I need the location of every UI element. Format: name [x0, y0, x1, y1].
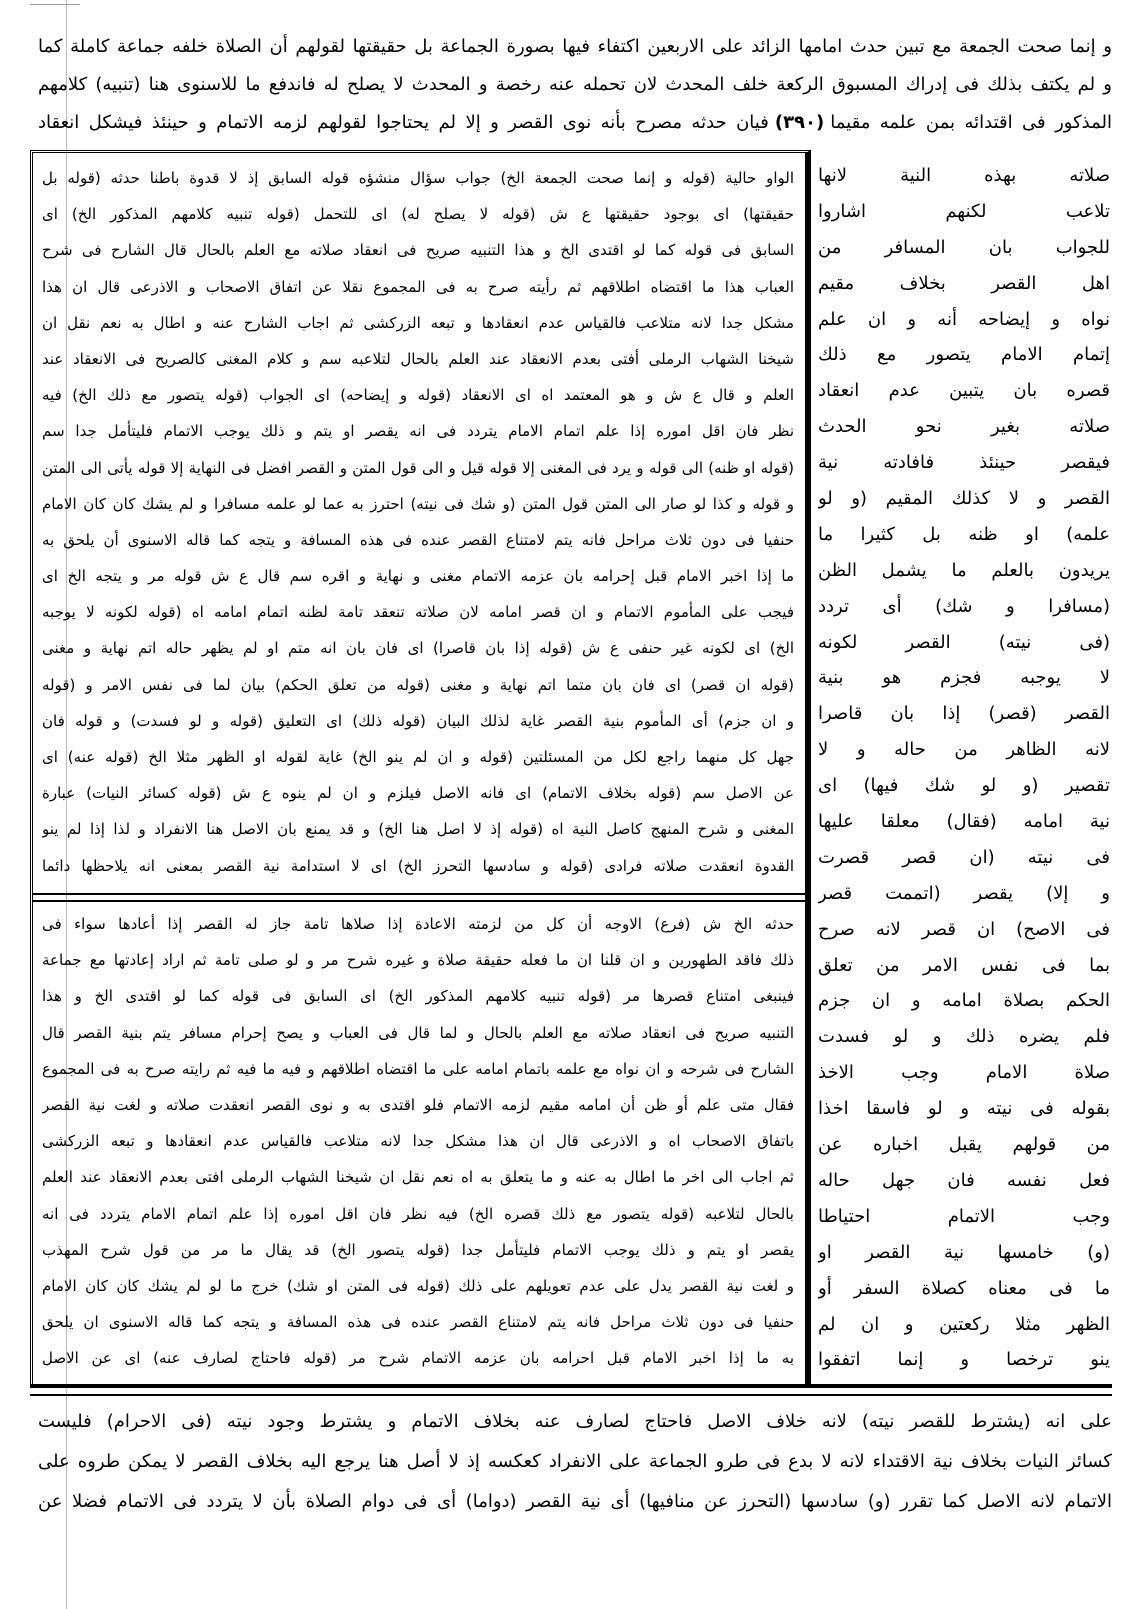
- text-line: ثم اجاب الى اخر ما اطال به عنه و ما يتعلق به اه نعم نقل ان شيخنا الشهاب الرملى افتى بعدم الانعقاد عند العلم: [42, 1168, 794, 1187]
- upper-commentary: [42, 160, 794, 884]
- text-line: المغنى و شرح المنهج كاصل النية اه (قوله إذ لا اصل هنا الخ) و قد يمنع بان الاصل هنا الانفراد و لذا إذا لم ينو: [42, 820, 794, 839]
- text-line: (و) خامسها نية القصر او: [818, 1241, 1110, 1263]
- side-column-text: [818, 158, 1110, 1378]
- text-line: وجب الاتمام احتياطا: [818, 1205, 1110, 1227]
- text-line: لا يوجبه فجزم هو بنية: [818, 667, 1110, 689]
- text-line: ذلك فاقد الطهورين و ان قلنا ان ما فعله حقيقة صلاة و غيره شرح مر و لو صلى تامة ثم اراد إعادتها مع جماعة: [42, 951, 794, 970]
- text-line: الحكم بصلاة امامه و ان جزم: [818, 990, 1110, 1012]
- text-line: فيقصر حينئذ فافادته نية: [818, 452, 1110, 474]
- text-line: (فى نيته) القصر لكونه: [818, 631, 1110, 653]
- text-line: الاتمام لانه الاصل كما تقرر (و) سادسها (التحرز عن منافيها) أى نية القصر (دواما) أى فى دوام الصلاة بأن لا يتردد فى الاتمام فضلا عن: [38, 1491, 1112, 1512]
- text-line: حدثه الخ ش (فرع) الاوجه أن كل من لزمته الاعادة إذا صلاها تامة جاز له القصر إذا أعادها سواء فى: [42, 915, 794, 933]
- text-line: قصره بان يتبين عدم انعقاد: [818, 380, 1110, 402]
- text-line: (قوله او ظنه) الى قوله و يرد فى المغنى إلا قوله قيل و الى قول المتن و القصر افضل فى النهاية إلا قوله يأتى الى المتن: [42, 458, 794, 477]
- text-line: القصر و لا كذلك المقيم (و لو: [818, 488, 1110, 510]
- text-line: التنبيه صريح فى انعقاد صلاته مع العلم بالحال و لما قال فى العباب و يصح إحرام مسافر يتم بنية القصر قال: [42, 1023, 794, 1042]
- text-line: العباب هذا ما اقتضاه اطلاقهم ثم رأيته صرح به فى المجموع نقلا عن اتفاق الاصحاب و الاذرعى قال ان هذا: [42, 277, 794, 296]
- lower-commentary: [42, 906, 794, 1376]
- text-line: تقصير (و لو شك فيها) اى: [818, 775, 1110, 797]
- text-line: القدوة انعقدت صلاته فرادى (قوله و سادسها التحرز الخ) اى لا استدامة نية القصر بمعنى انه يلاحظها دائما: [42, 856, 794, 875]
- text-line: لانه الظاهر من حاله و لا: [818, 739, 1110, 761]
- text-line: علمه) او ظنه بل كثيرا ما: [818, 523, 1110, 545]
- text-line: و إلا) يقصر (اتممت قصر: [818, 882, 1110, 904]
- text-line: صلاة الامام وجب الاخذ: [818, 1062, 1110, 1084]
- text-line: على انه (يشترط للقصر نيته) لانه خلاف الاصل فاحتاج لصارف عنه بخلاف الاتمام و يشترط وجود نيته (فى الاحرام) فليست: [38, 1411, 1112, 1432]
- text-line: اهل القصر بخلاف مقيم: [818, 272, 1110, 294]
- bottom-rule: [30, 1384, 1112, 1396]
- text-line: به ما إذا اخبر الامام قبل احرامه بان عزمه الاتمام شرح مر (قوله فاحتاج لصارف عنه) اى عن الاصل: [42, 1349, 794, 1368]
- text-line: كسائر النيات بخلاف نية الاقتداء لانه لا بدع فى طرو الجماعة على الانفراد كعكسه إذ لا أصل هنا يرجع اليه بخلاف القصر لا يمكن طروه على: [38, 1451, 1112, 1472]
- text-line: إتمام الامام يتصور مع ذلك: [818, 344, 1110, 366]
- text-line: يقصر او يتم و ذلك يوجب الاتمام فليتأمل جدا (قوله يتصور الخ) قد يقال ما مر من قول شرح المهذب: [42, 1240, 794, 1259]
- text-line: الواو حالية (قوله و إنما صحت الجمعة الخ) جواب سؤال منشؤه قوله السابق إذ لا قدوة باطنا حدثه (قوله بل: [42, 169, 794, 187]
- text-line: حقيقتها) اى بوجود حقيقتها ع ش (قوله لا يصلح له) اى للتحمل (قوله تنبيه كلامهم المذكور الخ) اى: [42, 205, 794, 224]
- text-line-with-page-number: [38, 104, 1112, 142]
- text-line: فى نيته (ان قصر قصرت: [818, 846, 1110, 868]
- scan-corner-mark: [30, 4, 80, 5]
- text-line: و لم يكتف بذلك فى إدراك المسبوق الركعة خلف المحدث لان تحمله عنه رخصة و المحدث لا يصلح له فاندفع ما للاسنوى هنا (تنبيه) كلامهم: [38, 74, 1112, 95]
- text-line: السابق فى قوله كما لو اقتدى الخ و هذا التنبيه صريح فى انعقاد صلاته مع العلم بالحال قال الشارح فى شرح: [42, 241, 794, 260]
- text-line: الشارح فى شرحه و ان نواه مع علمه باتمام امامه على ما اقتضاه اطلاقهم و فيه ما فيه ثم رايته صرح به فى المجموع: [42, 1059, 794, 1078]
- text-line: بالحال لتلاعبه (قوله يتصور مع ذلك قصره الخ) فيه نظر فان اقل اموره إذا علم اتمام الامام يتردد فى انه: [42, 1204, 794, 1223]
- text-line: مشكل جدا لانه متلاعب فالقياس عدم انعقادها و تبعه الزركشى ثم اجاب الشارح عنه و اطال به نعم نقل ان: [42, 313, 794, 332]
- text-line: صلاته بهذه النية لانها: [818, 165, 1110, 186]
- text-line: للجواب بان المسافر من: [818, 236, 1110, 258]
- text-line: من قولهم يقبل اخباره عن: [818, 1134, 1110, 1156]
- text-line: جهل كل منهما راجع لكل من المسئلتين (قوله و ان لم ينو الخ) غاية لقوله او الظهر مثلا الخ (قوله عنه) اى: [42, 748, 794, 766]
- text-segment: المذكور فى اقتدائه بمن علمه مقيما: [830, 112, 1112, 133]
- text-line: (مسافرا و شك) أى تردد: [818, 595, 1110, 617]
- text-line: و قوله و كذا لو صار الى المتن قول المتن (و شك فى نيته) احترز به عما لو علمه مسافرا و لم يشك كان كان الامام: [42, 494, 794, 513]
- text-segment: فيان حدثه مصرح بأنه نوى القصر و إلا لم يحتاجوا لقولهم لزمه الاتمام و حينئذ فيشكل انعقاد: [38, 112, 769, 133]
- text-line: فلم يضره ذلك و لو فسدت: [818, 1026, 1110, 1048]
- text-line: ما إذا اخبر الامام قبل إحرامه بان عزمه الاتمام مغنى و نهاية و اقره سم قال ع ش قوله مر و يتجه الخ اى: [42, 567, 794, 586]
- text-line: فيجب على المأموم الاتمام و ان قصر امامه لان صلاته تنعقد تامة لظنه اتمام امامه اه (قوله لكونه لا يوجبه: [42, 603, 794, 622]
- text-line: حنفيا فى دون ثلاث مراحل فانه يتم لامتناع القصر عنده فى هذه المسافة و يتجه كما قاله الاسنوى أن يلحق به: [42, 530, 794, 549]
- main-text-header: [38, 28, 1112, 142]
- text-line: الخ) اى لكونه غير حنفى ع ش (قوله إذا بان قاصرا) اى فان بان انه متم او لم يظهر حاله اتم نهاية و مغنى: [42, 639, 794, 658]
- text-line: ما فى معناه كصلاة السفر أو: [818, 1277, 1110, 1299]
- text-line: تلاعب لكنهم اشاروا: [818, 200, 1110, 222]
- text-line: شيخنا الشهاب الرملى أفتى بعدم الانعقاد عند العلم بالحال لتلاعبه سم و كلام المغنى كالصريح فى الانعقاد عند: [42, 349, 794, 368]
- commentary-separator: [33, 893, 805, 902]
- text-line: فينبغى امتناع قصرها مر (قوله تنبيه كلامهم المذكور الخ) اى السابق فى قوله كما لو اقتدى الخ و هذا: [42, 987, 794, 1006]
- text-line: نواه و إيضاحه أنه و ان علم: [818, 308, 1110, 330]
- text-line: و إنما صحت الجمعة مع تبين حدث امامها الزائد على الاربعين اكتفاء فيها بصورة الجماعة بل حقيقتها لقولهم أن الصلاة خلفه جماعة كاملة كما: [38, 36, 1112, 57]
- text-line: صلاته بغير نحو الحدث: [818, 416, 1110, 438]
- text-line: بقوله فى نيته و لو فاسقا اخذا: [818, 1098, 1110, 1120]
- text-line: الظهر مثلا ركعتين و ان لم: [818, 1313, 1110, 1335]
- text-line: فعل نفسه فان جهل حاله: [818, 1169, 1110, 1191]
- text-line: باتفاق الاصحاب اه و الاذرعى قال ان هذا مشكل جدا لانه متلاعب فالقياس عدم انعقادها و تبعه الزركشى: [42, 1132, 794, 1151]
- text-line: نظر فان اقل اموره إذا علم اتمام الامام يتردد فى انه يقصر او يتم و ذلك يوجب الاتمام فليتأمل جدا سم: [42, 422, 794, 441]
- text-line: العلم و قال ع ش و هو المعتمد اه اى الانعقاد (قوله و إيضاحه) اى الجواب (قوله يتصور مع ذلك الخ) فيه: [42, 386, 794, 405]
- text-line: عن الاصل سم (قوله بخلاف الاتمام) اى فانه الاصل فيلزم و ان لم ينوه ع ش (قوله كسائر النيات) عبارة: [42, 784, 794, 803]
- text-line: حنفيا فى دون ثلاث مراحل فانه يتم لامتناع القصر عنده فى هذه المسافة و يتجه كما قاله الاسنوى ان يلحق: [42, 1313, 794, 1332]
- page-number: (٣٩٠): [774, 112, 825, 133]
- main-text-footer: [38, 1402, 1112, 1522]
- text-line: نية امامه (فقال) معلقا عليها: [818, 811, 1110, 833]
- text-line: و ان جزم) أى المأموم بنية القصر غاية لذلك البيان (قوله ذلك) اى التعليق (قوله و لو فسدت) و قوله فان: [42, 711, 794, 730]
- text-line: (قوله ان قصر) اى فان بان متما اتم نهاية و مغنى (قوله من تعلق الحكم) بيان لما فى نفس الامر و (قوله: [42, 675, 794, 694]
- text-line: فقال متى علم أو ظن أن امامه مقيم لزمه الاتمام فلو اقتدى به و نوى القصر انعقدت صلاته و لغت نية القصر: [42, 1095, 794, 1114]
- text-line: يريدون بالعلم ما يشمل الظن: [818, 559, 1110, 581]
- text-line: بما فى نفس الامر من تعلق: [818, 954, 1110, 976]
- text-line: ينو ترخصا و إنما اتفقوا: [818, 1349, 1110, 1371]
- text-line: و لغت نية القصر يدل على عدم تعويلهم على ذلك (قوله فى المتن او شك) خرج ما لو لم يشك كان كان الامام: [42, 1276, 794, 1295]
- text-line: فى الاصح) ان قصر لانه صرح: [818, 918, 1110, 940]
- text-line: القصر (قصر) إذا بان قاصرا: [818, 703, 1110, 725]
